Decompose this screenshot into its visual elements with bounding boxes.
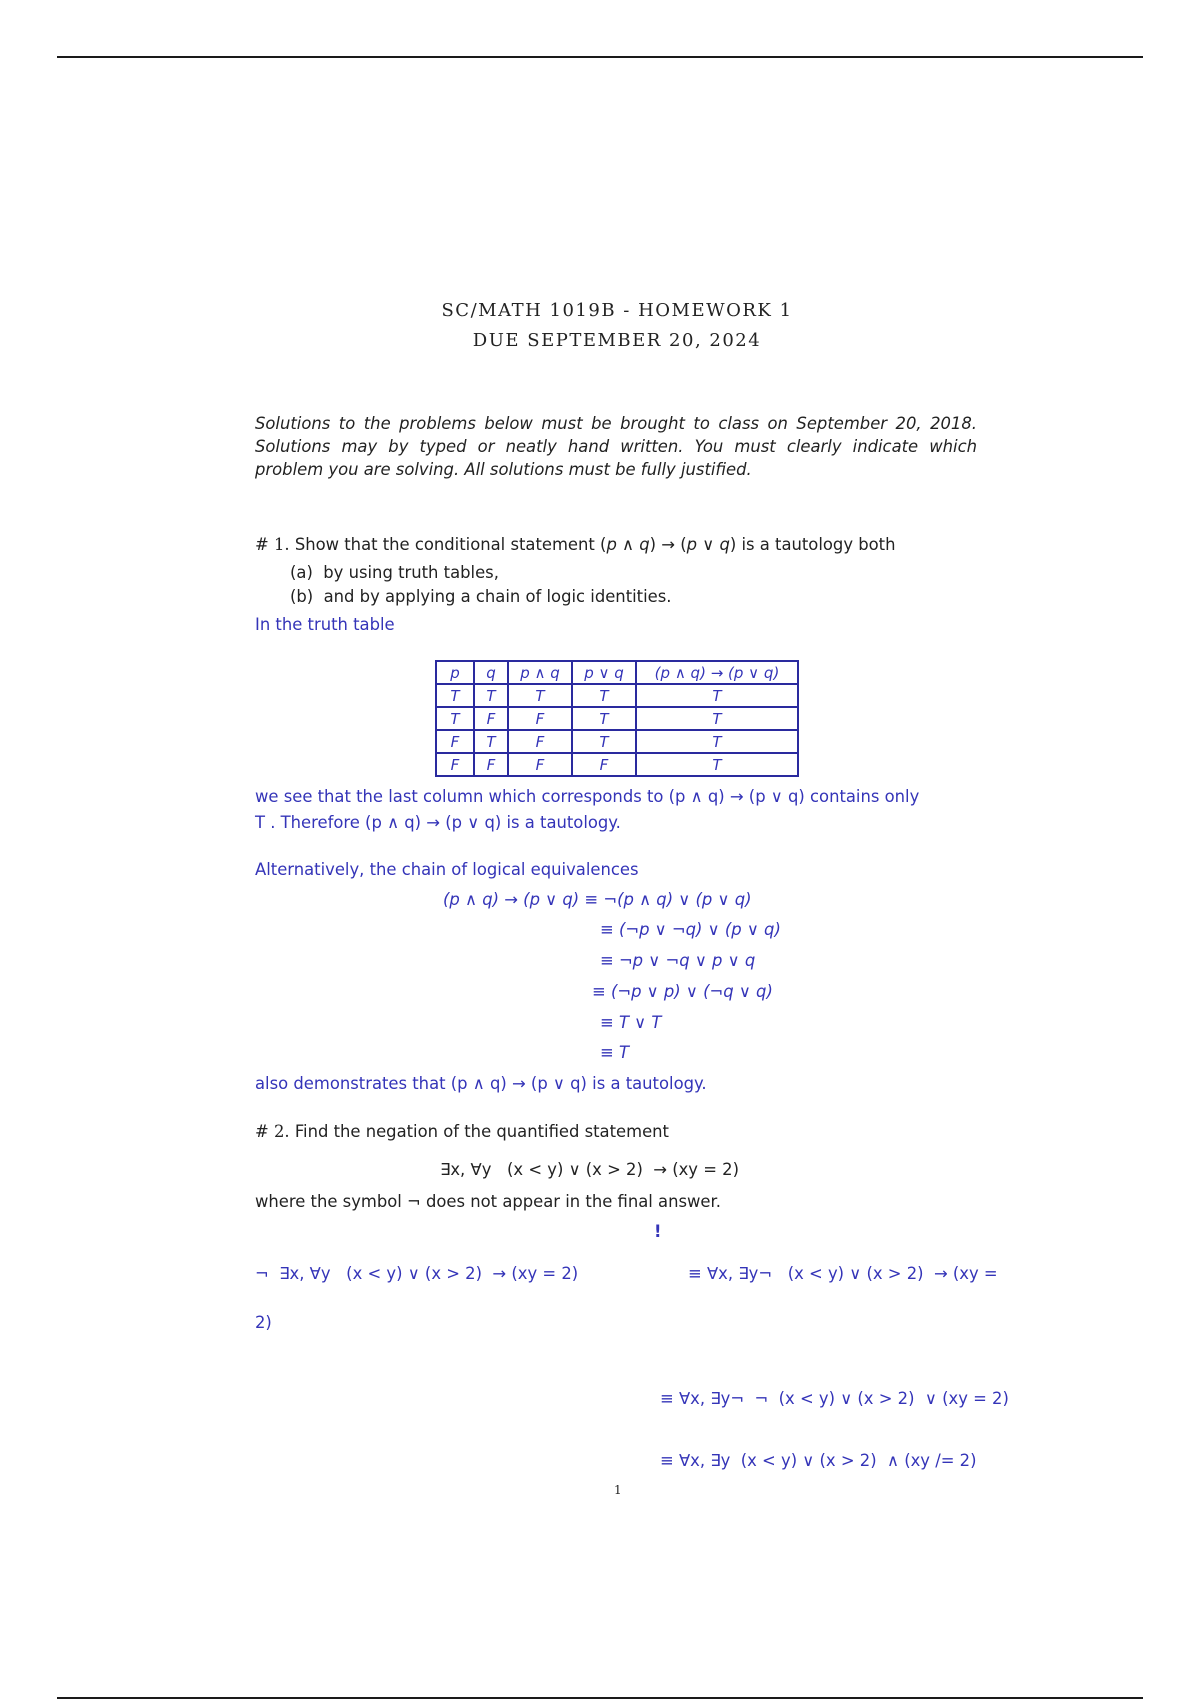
table-header-cell: (p ∧ q) → (p ∨ q) [636, 661, 798, 684]
table-header-cell: q [474, 661, 508, 684]
alternative-intro: Alternatively, the chain of logical equivalences [255, 860, 639, 879]
table-cell: T [636, 684, 798, 707]
equivalence-line: ≡ T ∨ T [600, 1013, 662, 1032]
problem-1-number: # 1. [255, 535, 290, 554]
margin-mark: ! [654, 1222, 662, 1241]
bottom-rule [57, 1697, 1143, 1699]
table-cell: T [436, 707, 474, 730]
table-cell: F [436, 730, 474, 753]
table-header-cell: p ∧ q [508, 661, 572, 684]
table-row [436, 730, 798, 753]
truth-table-conclusion-1: we see that the last column which corresponds to (p ∧ q) → (p ∨ q) contains only [255, 787, 920, 806]
table-header-cell: p [436, 661, 474, 684]
due-date: DUE SEPTEMBER 20, 2024 [472, 330, 762, 351]
table-cell: F [508, 730, 572, 753]
table-cell: T [474, 684, 508, 707]
table-cell: T [572, 707, 636, 730]
truth-table [435, 660, 799, 777]
alternative-conclusion: also demonstrates that (p ∧ q) → (p ∨ q) is a tautology. [255, 1074, 707, 1093]
table-cell: T [436, 684, 474, 707]
negation-line-3: ≡ ∀x, ∃y (x < y) ∨ (x > 2) ∧ (xy /= 2) [660, 1451, 977, 1470]
page-title: SC/MATH 1019B - HOMEWORK 1 [441, 300, 793, 321]
table-cell: F [508, 753, 572, 776]
table-cell: F [436, 753, 474, 776]
table-row [436, 684, 798, 707]
table-cell: T [572, 730, 636, 753]
table-cell: F [572, 753, 636, 776]
problem-2-statement: # 2. Find the negation of the quantified statement [255, 1122, 669, 1141]
table-cell: F [474, 707, 508, 730]
equivalence-line: ≡ T [600, 1043, 629, 1062]
truth-table-conclusion-2: T . Therefore (p ∧ q) → (p ∨ q) is a tautology. [255, 813, 621, 832]
top-rule [57, 56, 1143, 58]
table-cell: T [508, 684, 572, 707]
page-number: 1 [614, 1483, 622, 1497]
table-cell: T [636, 730, 798, 753]
negation-line-1-right: ≡ ∀x, ∃y¬ (x < y) ∨ (x > 2) → (xy = [688, 1264, 998, 1283]
table-header-cell: p ∨ q [572, 661, 636, 684]
table-cell: T [572, 684, 636, 707]
equivalence-line: (p ∧ q) → (p ∨ q) ≡ ¬(p ∧ q) ∨ (p ∨ q) [443, 890, 752, 909]
table-cell: T [636, 707, 798, 730]
table-cell: T [474, 730, 508, 753]
quantified-formula: ∃x, ∀y (x < y) ∨ (x > 2) → (xy = 2) [440, 1160, 739, 1179]
table-cell: F [474, 753, 508, 776]
negation-line-2: ≡ ∀x, ∃y¬ ¬ (x < y) ∨ (x > 2) ∨ (xy = 2) [660, 1389, 1009, 1408]
table-row [436, 753, 798, 776]
problem-2-number: # 2. [255, 1122, 290, 1141]
problem-1-statement: # 1. Show that the conditional statement (p ∧ q) → (p ∨ q) is a tautology both [255, 535, 896, 554]
truth-table-header-row [436, 661, 798, 684]
negation-line-1-left: ¬ ∃x, ∀y (x < y) ∨ (x > 2) → (xy = 2) [255, 1264, 579, 1283]
equivalence-line: ≡ ¬p ∨ ¬q ∨ p ∨ q [600, 951, 756, 970]
equivalence-line: ≡ (¬p ∨ ¬q) ∨ (p ∨ q) [600, 920, 781, 939]
table-row [436, 707, 798, 730]
intro-paragraph: Solutions to the problems below must be brought to class on September 20, 2018. Solutions may by typed or neatly hand written. You must clearly indicate which problem you are solving. All solutions must be fully justified. [255, 414, 977, 479]
problem-1-part-b: (b) and by applying a chain of logic identities. [290, 587, 672, 606]
negation-line-1-wrap: 2) [255, 1313, 272, 1332]
truth-table-intro: In the truth table [255, 615, 395, 634]
table-cell: T [636, 753, 798, 776]
problem-2-note: where the symbol ¬ does not appear in the final answer. [255, 1192, 721, 1211]
table-cell: F [508, 707, 572, 730]
problem-1-part-a: (a) by using truth tables, [290, 563, 499, 582]
equivalence-line: ≡ (¬p ∨ p) ∨ (¬q ∨ q) [592, 982, 773, 1001]
